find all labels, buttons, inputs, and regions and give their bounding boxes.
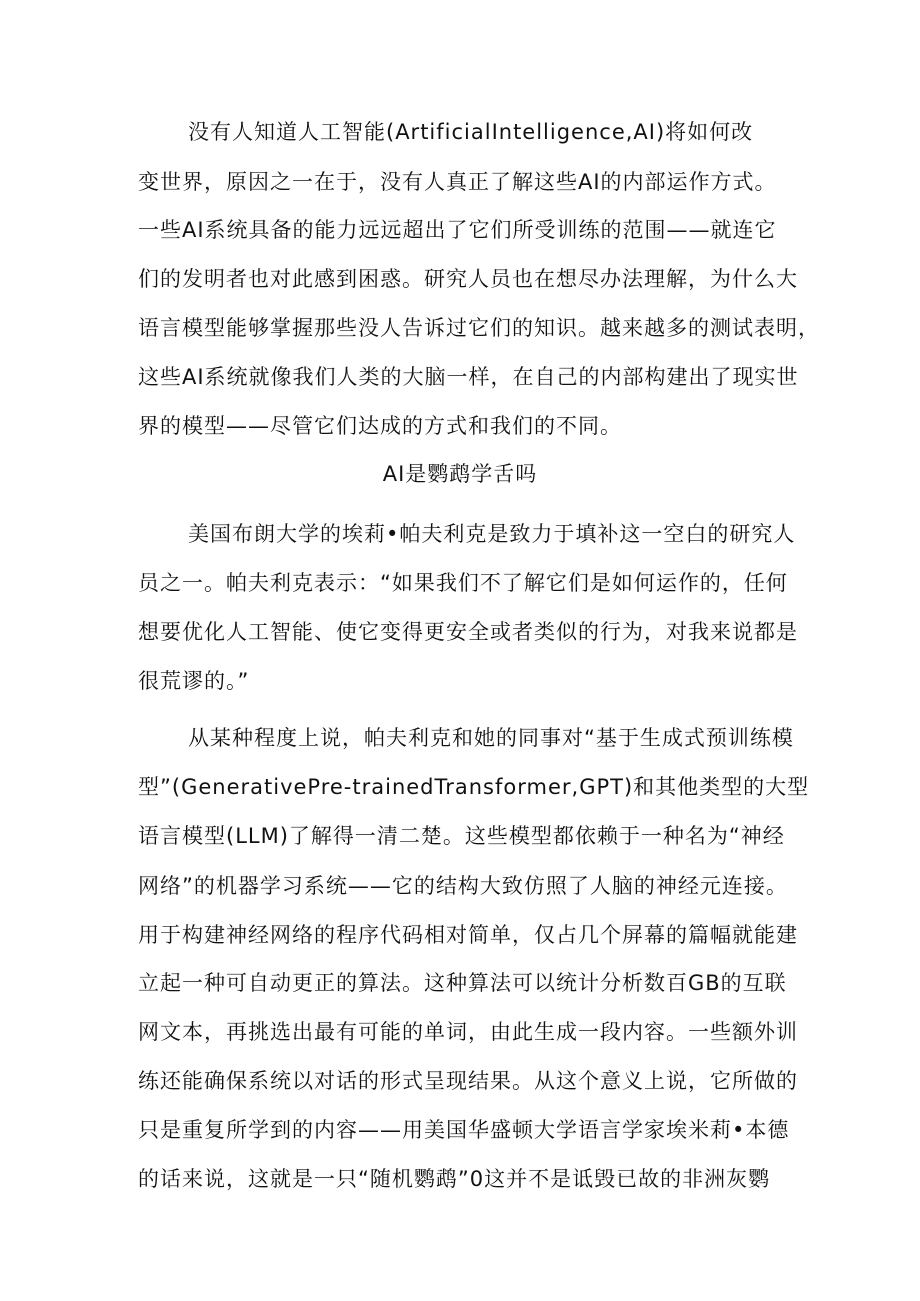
paragraph-3-line: 用于构建神经网络的程序代码相对简单，仅占几个屏幕的篇幅就能建 <box>138 923 798 947</box>
paragraph-2-line: 美国布朗大学的埃莉•帕夫利克是致力于填补这一空白的研究人 <box>188 522 796 546</box>
paragraph-3-line: 只是重复所学到的内容——用美国华盛顿大学语言学家埃米莉•本德 <box>138 1118 790 1142</box>
paragraph-1-line: 这些AI系统就像我们人类的大脑一样，在自己的内部构建出了现实世 <box>138 365 799 389</box>
paragraph-1-line: 们的发明者也对此感到困惑。研究人员也在想尽办法理解，为什么大 <box>138 267 798 291</box>
paragraph-3-line: 网文本，再挑选出最有可能的单词，由此生成一段内容。一些额外训 <box>138 1020 798 1044</box>
paragraph-1-line: 没有人知道人工智能(ArtificialIntelligence,AI)将如何改 <box>188 120 754 144</box>
paragraph-2-line: 想要优化人工智能、使它变得更安全或者类似的行为，对我来说都是 <box>138 620 798 644</box>
paragraph-3-line: 型”(GenerativePre-trainedTransformer,GPT)和其他类型的大型 <box>138 775 810 799</box>
paragraph-3-line: 的话来说，这就是一只“随机鹦鹉”0这并不是诋毁已故的非洲灰鹦 <box>138 1167 771 1191</box>
paragraph-3-line: 网络”的机器学习系统——它的结构大致仿照了人脑的神经元连接。 <box>138 874 788 898</box>
paragraph-1-line: 语言模型能够掌握那些没人告诉过它们的知识。越来越多的测试表明， <box>138 316 820 340</box>
paragraph-1-line: 一些AI系统具备的能力远远超出了它们所受训练的范围——就连它 <box>138 218 777 242</box>
paragraph-3-line: 语言模型(LLM)了解得一清二楚。这些模型都依赖于一种名为“神经 <box>138 824 785 848</box>
paragraph-3-line: 从某种程度上说，帕夫利克和她的同事对“基于生成式预训练模 <box>188 726 794 750</box>
paragraph-2-line: 很荒谬的。” <box>138 669 250 693</box>
paragraph-1-line: 界的模型——尽管它们达成的方式和我们的不同。 <box>138 414 622 438</box>
paragraph-3-line: 立起一种可自动更正的算法。这种算法可以统计分析数百GB的互联 <box>138 971 787 995</box>
paragraph-3-line: 练还能确保系统以对话的形式呈现结果。从这个意义上说，它所做的 <box>138 1069 798 1093</box>
paragraph-1-line: 变世界，原因之一在于，没有人真正了解这些AI的内部运作方式。 <box>138 170 777 194</box>
paragraph-2-line: 员之一。帕夫利克表示：“如果我们不了解它们是如何运作的，任何 <box>138 571 788 595</box>
section-heading: AI是鹦鹉学舌吗 <box>382 462 538 486</box>
